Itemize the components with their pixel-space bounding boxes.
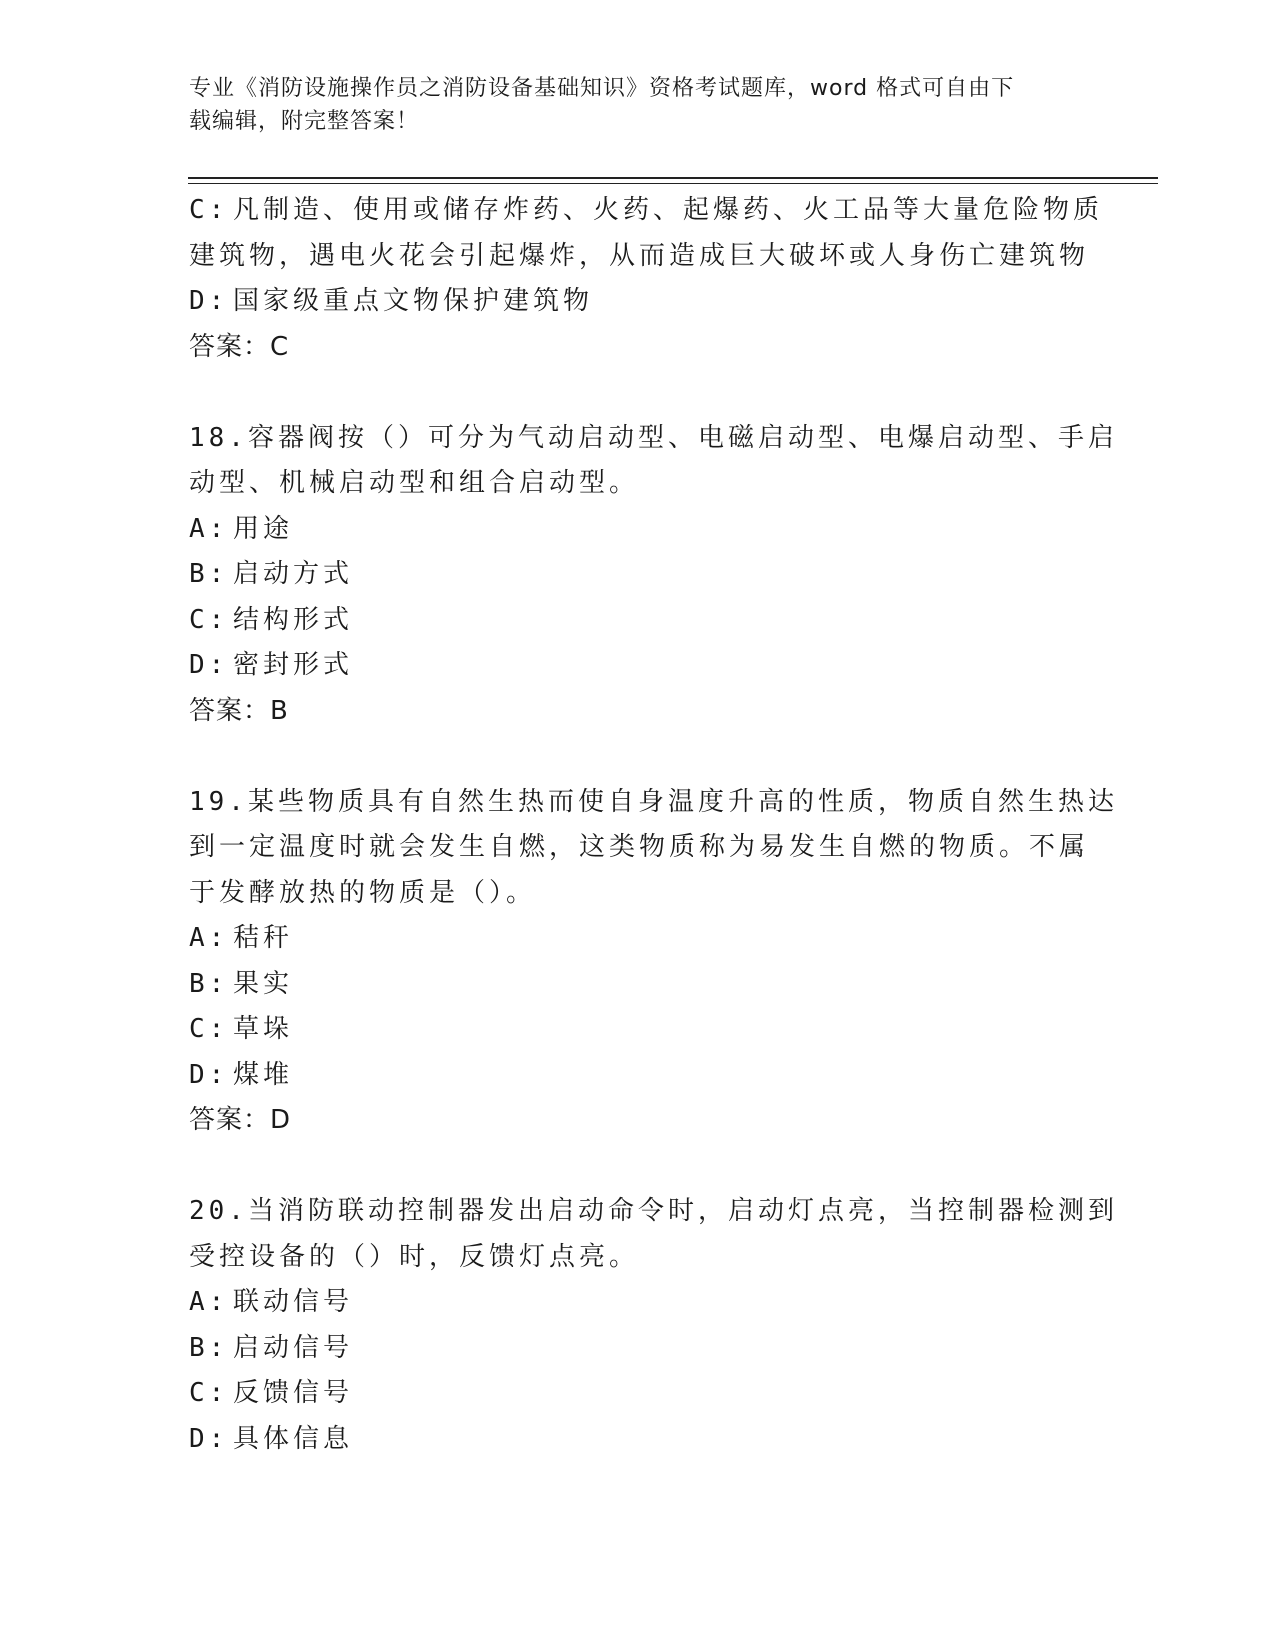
option-c [189, 188, 1104, 234]
option-d [189, 1053, 1089, 1099]
question-stem: 20.当消防联动控制器发出启动命令时，启动灯点亮，当控制器检测到 [189, 1196, 1118, 1226]
option-label: C: [189, 1378, 229, 1408]
option-text: 密封形式 [233, 650, 354, 680]
option-b [189, 552, 1089, 598]
option-text: 反馈信号 [233, 1378, 354, 1408]
option-text: 煤堆 [233, 1059, 294, 1090]
spacer [189, 370, 1089, 416]
option-b [189, 962, 1089, 1008]
question-stem-continuation: 于发酵放热的物质是（）。 [189, 877, 537, 908]
option-label: D: [189, 1423, 229, 1454]
option-a [189, 507, 1089, 553]
option-label: C: [189, 604, 229, 635]
option-c [189, 1371, 1089, 1417]
option-b [189, 1326, 1089, 1372]
answer-label: 答案：B [189, 695, 289, 726]
header-divider-thick [188, 177, 1158, 179]
option-label: B: [189, 559, 229, 589]
option-label: A: [189, 1287, 229, 1317]
option-label: C: [189, 195, 229, 225]
option-text: 启动方式 [233, 559, 354, 589]
option-d [189, 1417, 1089, 1463]
option-text: 结构形式 [233, 604, 354, 635]
option-c [189, 598, 1089, 644]
question-19 [189, 780, 1118, 1144]
option-label: C: [189, 1014, 229, 1044]
question-17-tail [189, 188, 1104, 370]
option-label: B: [189, 1332, 229, 1363]
question-content [189, 188, 1118, 1462]
question-stem-continuation: 受控设备的（）时，反馈灯点亮。 [189, 1241, 640, 1272]
question-stem: 18.容器阀按（）可分为气动启动型、电磁启动型、电爆启动型、手启 [189, 422, 1118, 453]
header-line-1: 专业《消防设施操作员之消防设备基础知识》资格考试题库，word 格式可自由下 [189, 76, 1015, 101]
option-a [189, 1280, 1089, 1326]
question-18 [189, 416, 1118, 735]
option-text: 联动信号 [233, 1287, 354, 1317]
option-c [189, 1007, 1089, 1053]
option-label: D: [189, 1059, 229, 1090]
question-stem-continuation: 动型、机械启动型和组合启动型。 [189, 468, 640, 498]
question-stem: 19.某些物质具有自然生热而使自身温度升高的性质，物质自然生热达 [189, 786, 1118, 817]
question-stem-continuation: 到一定温度时就会发生自燃，这类物质称为易发生自燃的物质。不属 [189, 832, 1090, 862]
answer-label: 答案：D [189, 1105, 292, 1135]
header-line-2: 载编辑，附完整答案！ [189, 109, 420, 134]
spacer [189, 1144, 1089, 1190]
option-label: D: [189, 650, 229, 680]
option-text: 具体信息 [233, 1423, 354, 1454]
option-text: 凡制造、使用或储存炸药、火药、起爆药、火工品等大量危险物质 [233, 195, 1104, 225]
option-label: B: [189, 968, 229, 999]
option-text: 果实 [233, 968, 294, 999]
option-d [189, 643, 1089, 689]
option-c-continuation: 建筑物，遇电火花会引起爆炸，从而造成巨大破坏或人身伤亡建筑物 [189, 240, 1090, 271]
question-20 [189, 1189, 1118, 1462]
option-text: 秸秆 [233, 923, 294, 953]
option-label: D: [189, 286, 229, 316]
option-a [189, 916, 1089, 962]
document-header [189, 72, 1069, 138]
answer-label: 答案：C [189, 331, 290, 362]
option-text: 草垛 [233, 1014, 294, 1044]
option-text: 国家级重点文物保护建筑物 [233, 286, 594, 316]
spacer [189, 734, 1089, 780]
option-label: A: [189, 513, 229, 544]
option-d [189, 279, 1089, 325]
option-text: 用途 [233, 513, 294, 544]
option-label: A: [189, 923, 229, 953]
header-divider-thin [188, 183, 1158, 184]
option-text: 启动信号 [233, 1332, 354, 1363]
